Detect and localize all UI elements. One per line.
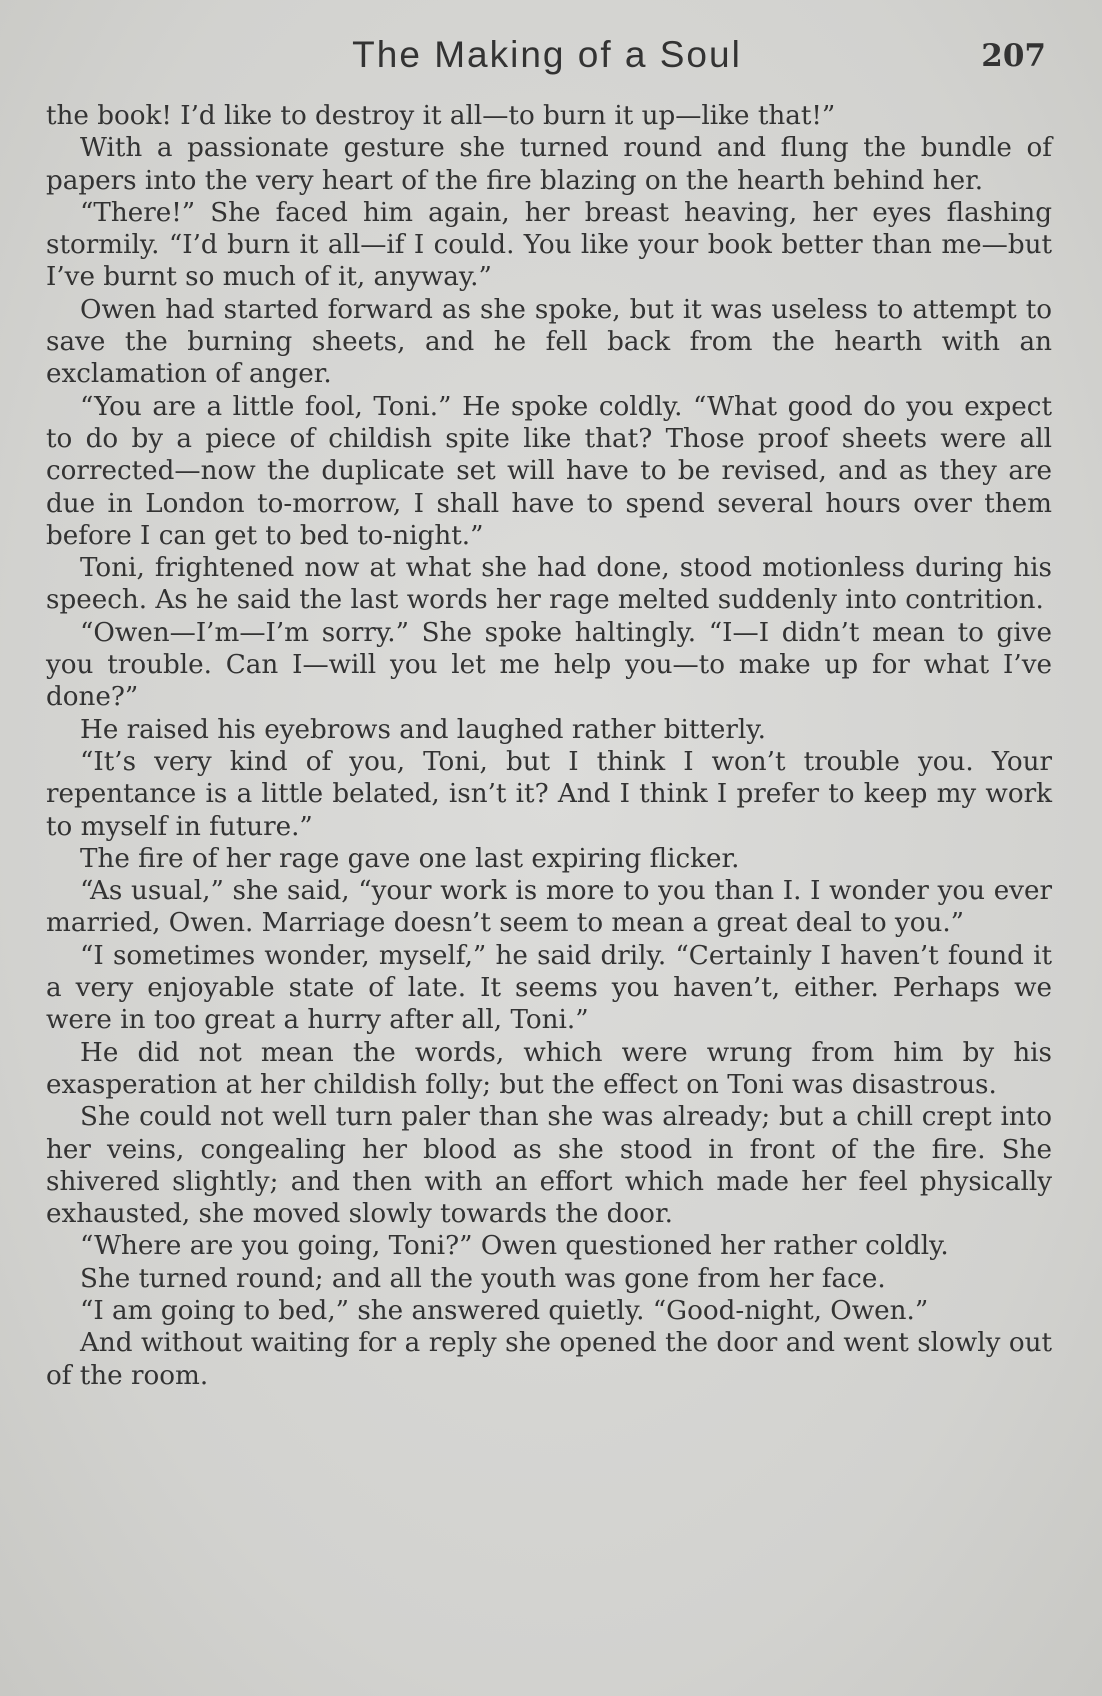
paragraph: The fire of her rage gave one last expiring flicker. [80,843,740,874]
paragraph: She turned round; and all the youth was gone from her face. [80,1263,886,1294]
paragraph: “Where are you going, Toni?” Owen questioned her rather coldly. [80,1231,949,1262]
paragraph: Toni, frightened now at what she had done, stood motionless during his speech. As he said the last words her rage melted suddenly into contrition. [46,553,1052,616]
paragraph: He raised his eyebrows and laughed rather bitterly. [80,714,766,745]
paragraph: And without waiting for a reply she opened the door and went slowly out of the room. [46,1328,1052,1391]
paragraph: “I sometimes wonder, myself,” he said drily. “Certainly I haven’t found it a very enjoyable state of late. It seems you haven’t, either. Perhaps we were in too great a hurry after all, Toni.” [46,940,1052,1036]
running-head [48,30,1046,86]
paragraph: Owen had started forward as she spoke, but it was useless to attempt to save the burning sheets, and he fell back from the hearth with an exclamation of anger. [46,294,1052,390]
paragraph: “It’s very kind of you, Toni, but I think I won’t trouble you. Your repentance is a little belated, isn’t it? And I think I prefer to keep my work to myself in future.” [46,746,1052,842]
paragraph: “As usual,” she said, “your work is more to you than I. I wonder you ever married, Owen. Marriage doesn’t seem to mean a great deal to you.” [46,876,1052,939]
paragraph: “I am going to bed,” she answered quietly. “Good-night, Owen.” [80,1295,929,1326]
paragraph: She could not well turn paler than she was already; but a chill crept into her veins, congealing her blood as she stood in front of the fire. She shivered slightly; and then with an effort which made her feel physically exhausted, she moved slowly towards the door. [46,1102,1052,1230]
paragraph: “Owen—I’m—I’m sorry.” She spoke haltingly. “I—I didn’t mean to give you trouble. Can I—will you let me help you—to make up for what I’ve done?” [46,617,1052,713]
paragraph: “There!” She faced him again, her breast heaving, her eyes flashing stormily. “I’d burn it all—if I could. You like your book better than me—but I’ve burnt so much of it, anyway.” [46,197,1052,293]
page-number: 207 [981,38,1046,74]
paragraph: He did not mean the words, which were wrung from him by his exasperation at her childish folly; but the effect on Toni was disastrous. [46,1037,1052,1100]
running-title: The Making of a Soul [352,34,742,75]
paragraph: “You are a little fool, Toni.” He spoke coldly. “What good do you expect to do by a piece of childish spite like that? Those proof sheets were all corrected—now the duplicate set will have to be revised, and as they are due in London to-morrow, I shall have to spend several hours over them before I can get to bed to-night.” [46,391,1052,551]
paragraph: With a passionate gesture she turned round and flung the bundle of papers into the very heart of the fire blazing on the hearth behind her. [46,133,1052,196]
body-text [46,100,1052,1392]
paragraph: the book! I’d like to destroy it all—to burn it up—like that!” [46,101,836,131]
